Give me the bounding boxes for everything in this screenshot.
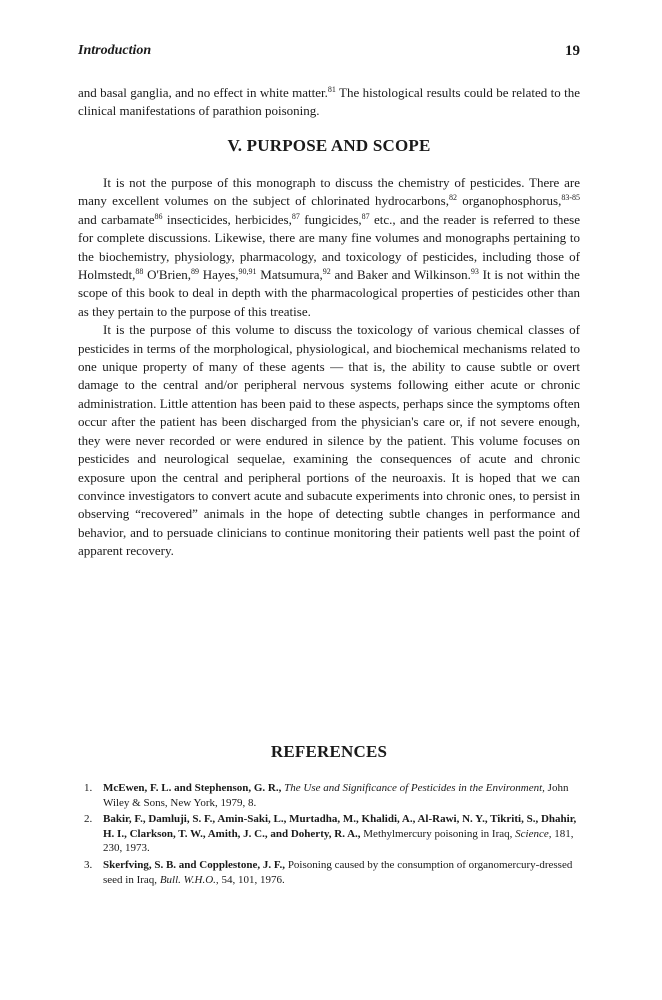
text-run: John Wiley & Sons, New York, 1979, 8. bbox=[103, 782, 569, 809]
reference-title: The Use and Significance of Pesticides in the Environment, bbox=[284, 782, 545, 794]
citation-superscript: 89 bbox=[191, 267, 200, 277]
reference-item bbox=[78, 812, 580, 856]
text-run: 181, 230, 1973. bbox=[103, 827, 574, 855]
reference-number: 2. bbox=[84, 813, 93, 826]
reference-item bbox=[78, 858, 580, 887]
text-run: Matsumura, bbox=[256, 267, 323, 283]
intro-text bbox=[78, 84, 580, 121]
text-run: insecticides, herbicides, bbox=[162, 211, 292, 227]
citation-superscript: 93 bbox=[470, 267, 479, 277]
citation-superscript: 88 bbox=[135, 267, 144, 277]
section-heading: V. PURPOSE AND SCOPE bbox=[227, 136, 431, 155]
reference-title: Science, bbox=[515, 827, 552, 840]
citation-superscript: 92 bbox=[322, 267, 331, 277]
reference-title: Bull. W.H.O., bbox=[159, 873, 219, 886]
citation-superscript: 83-85 bbox=[561, 193, 580, 203]
text-run: fungicides, bbox=[299, 211, 362, 227]
text-run: It is not within the scope of this book to deal in depth with the pharmacological properties of pesticides other than as they pertain to the purpose of this treatise. bbox=[78, 267, 580, 319]
text-run: and basal ganglia, and no effect in white matter. bbox=[78, 85, 328, 100]
reference-number: 1. bbox=[84, 782, 93, 794]
text-run: O'Brien, bbox=[143, 267, 192, 283]
text-run: and carbamate bbox=[78, 211, 155, 227]
text-run: It is not the purpose of this monograph to discuss the chemistry of pesticides. There are many excellent volumes on the subject of chlorinated hydrocarbons, bbox=[78, 175, 580, 209]
reference-number: 3. bbox=[84, 858, 93, 871]
text-run: Methylmercury poisoning in Iraq, bbox=[360, 827, 516, 840]
page-number: 19 bbox=[565, 43, 580, 59]
section-paragraph-1 bbox=[78, 174, 580, 321]
text-run: Hayes, bbox=[199, 267, 239, 283]
citation-superscript: 86 bbox=[154, 211, 163, 221]
citation-superscript: 87 bbox=[361, 211, 370, 221]
citation-superscript: 82 bbox=[449, 193, 457, 203]
section-body bbox=[78, 174, 580, 561]
reference-authors: Skerfving, S. B. and Copplestone, J. F., bbox=[103, 858, 286, 871]
citation-superscript: 90,91 bbox=[238, 267, 257, 277]
text-run: Poisoning caused by the consumption of organomercury-dressed seed in Iraq, bbox=[103, 858, 573, 886]
references-heading: REFERENCES bbox=[270, 742, 388, 761]
references-list bbox=[78, 781, 580, 889]
text-run: The histological results could be related to the clinical manifestations of parathion poisoning. bbox=[78, 85, 580, 119]
text-run: It is the purpose of this volume to discuss the toxicology of various chemical classes of pesticides in terms of the morphological, physiological, and biochemical mechanisms related to one unique property of many of these agents — that is, the ability to cause subtle or overt damage to the central and/or peripheral nervous systems following either acute or chronic administration. Little attention has been paid to these aspects, perhaps since the symptoms often occur after the patient has been discharged from the physician's care or, if not severe enough, they were never recorded or were endured in silence by the patient. This volume focuses on pesticides and neurological sequelae, examining the consequences of acute and chronic exposure upon the central and peripheral portions of the neuroaxis. It is hoped that we can convince investigators to convert acute and subacute experiments into chronic ones, to persist in observing “recovered” animals in the hope of detecting subtle changes in performance and behavior, and to persuade clinicians to continue monitoring their patients well past the point of apparent recovery. bbox=[78, 322, 580, 559]
text-run: 54, 101, 1976. bbox=[218, 873, 285, 886]
text-run: and Baker and Wilkinson. bbox=[330, 267, 471, 283]
intro-paragraph bbox=[78, 84, 580, 121]
reference-authors: McEwen, F. L. and Stephenson, G. R., bbox=[103, 782, 282, 794]
text-run: etc., and the reader is referred to these for complete discussions. Likewise, there are many fine volumes and monographs pertaining to the biochemistry, physiology, pharmacology, and toxicology of pesticides, including those of Holmstedt, bbox=[78, 211, 580, 283]
citation-superscript: 81 bbox=[327, 85, 336, 94]
citation-superscript: 87 bbox=[291, 211, 300, 221]
section-paragraph-2 bbox=[78, 321, 580, 560]
page-header bbox=[78, 43, 580, 63]
reference-item bbox=[78, 781, 580, 810]
reference-authors: Bakir, F., Damluji, S. F., Amin-Saki, L., Murtadha, M., Khalidi, A., Al-Rawi, N. Y., Tikriti, S., Dhahir, H. I., Clarkson, T. W., Amith, J. C., and Doherty, R. A., bbox=[103, 813, 577, 840]
running-head: Introduction bbox=[78, 43, 152, 58]
text-run: organophosphorus, bbox=[457, 193, 562, 209]
